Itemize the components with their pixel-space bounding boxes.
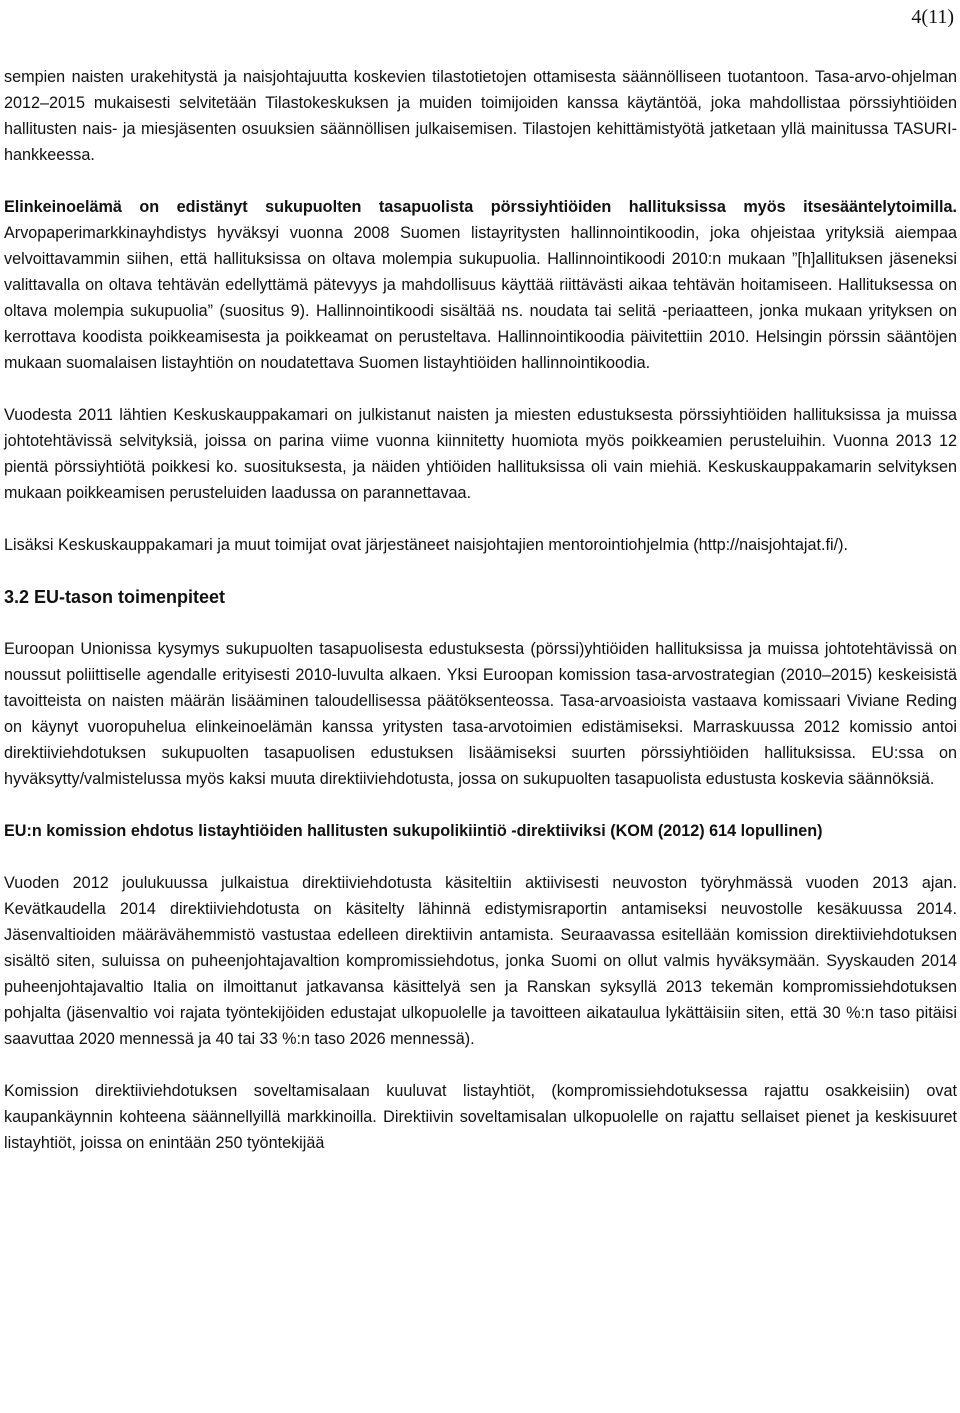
paragraph-lead-bold: Elinkeinoelämä on edistänyt sukupuolten tasapuolista pörssiyhtiöiden hallituksissa myös itsesääntelytoimilla. bbox=[4, 198, 957, 216]
paragraph-directive-scope: Komission direktiiviehdotuksen soveltamisalaan kuuluvat listayhtiöt, (kompromissiehdotuksessa rajattu osakkeisiin) ovat kaupankäynnin kohteena säännellyillä markkinoilla. Direktiivin soveltamisalan ulkopuolelle on rajattu sellaiset pienet ja keskisuuret listayhtiöt, joissa on enintään 250 työntekijää bbox=[4, 1082, 957, 1152]
paragraph-mentoring: Lisäksi Keskuskauppakamari ja muut toimijat ovat järjestäneet naisjohtajien mentorointiohjelmia (http://naisjohtajat.fi/). bbox=[4, 536, 848, 554]
paragraph-self-regulation bbox=[4, 194, 957, 376]
paragraph-directive-progress: Vuoden 2012 joulukuussa julkaistua direktiiviehdotusta käsiteltiin aktiivisesti neuvoston työryhmässä vuoden 2013 ajan. Kevätkaudella 2014 direktiiviehdotusta on käsitelty lähinnä edistymisraportin antamiseksi neuvostolle kesäkuussa 2014. Jäsenvaltioiden määrävähemmistö vastustaa edelleen direktiivin antamista. Seuraavassa esitellään komission direktiiviehdotuksen sisältö siten, suluissa on puheenjohtajavaltion kompromissiehdotus, jonka Suomi on ollut valmis hyväksymään. Syyskauden 2014 puheenjohtajavaltio Italia on ilmoittanut jatkavansa käsittelyä sen ja Ranskan syksyllä 2013 tekemän kompromissiehdotuksen pohjalta (jäsenvaltio voi rajata työntekijöiden edustajat ulkopuolelle ja tavoitteen aikataulua lykättäisiin siten, että 30 %:n taso pitäisi saavuttaa 2020 mennessä ja 40 tai 33 %:n taso 2026 mennessä). bbox=[4, 874, 957, 1048]
section-heading: 3.2 EU-tason toimenpiteet bbox=[4, 587, 226, 607]
document-body bbox=[4, 64, 957, 1182]
paragraph-chamber-of-commerce: Vuodesta 2011 lähtien Keskuskauppakamari on julkistanut naisten ja miesten edustuksesta pörssiyhtiöiden hallituksissa ja muissa johtotehtävissä selvityksiä, joissa on parina viime vuonna kiinnitetty huomiota myös poikkeamien perusteluihin. Vuonna 2013 12 pientä pörssiyhtiötä poikkesi ko. suosituksesta, ja näiden yhtiöiden hallituksissa oli vain miehiä. Keskuskauppakamarin selvityksen mukaan poikkeamisen perusteluiden laadussa on parannettavaa. bbox=[4, 406, 957, 502]
page-number: 4(11) bbox=[911, 6, 954, 28]
paragraph-body: Arvopaperimarkkinayhdistys hyväksyi vuonna 2008 Suomen listayritysten hallinnointikoodin, joka ohjeistaa yrityksiä aiempaa velvoittavammin siihen, että hallituksissa on oltava molempia sukupuolia. Hallinnointikoodi 2010:n mukaan ”[h]allituksen jäseneksi valittavalla on oltava tehtävän edellyttämä pätevyys ja mahdollisuus käyttää riittävästi aikaa tehtävän hoitamiseen. Hallituksessa on oltava molempia sukupuolia” (suositus 9). Hallinnointikoodi sisältää ns. noudata tai selitä -periaatteen, jonka mukaan yrityksen on kerrottava koodista poikkeamisesta ja poikkeamat on perusteltava. Hallinnointikoodia päivitettiin 2010. Helsingin pörssin sääntöjen mukaan suomalaisen listayhtiön on noudatettava Suomen listayhtiöiden hallinnointikoodia. bbox=[4, 224, 957, 372]
subheading-directive: EU:n komission ehdotus listayhtiöiden hallitusten sukupolikiintiö -direktiiviksi (KOM (2012) 614 lopullinen) bbox=[4, 822, 823, 840]
paragraph-eu-agenda: Euroopan Unionissa kysymys sukupuolten tasapuolisesta edustuksesta (pörssi)yhtiöiden hallituksissa ja muissa johtotehtävissä on noussut poliittiselle agendalle erityisesti 2010-luvulta alkaen. Yksi Euroopan komission tasa-arvostrategian (2010–2015) keskeisistä tavoitteista on naisten määrän lisääminen taloudellisessa päätöksenteossa. Tasa-arvoasioista vastaava komissaari Viviane Reding on käynyt vuoropuhelua elinkeinoelämän kanssa yritysten tasa-arvotoimien edistämiseksi. Marraskuussa 2012 komissio antoi direktiiviehdotuksen sukupuolten tasapuolisen edustuksen lisäämiseksi suurten pörssiyhtiöiden hallituksissa. EU:ssa on hyväksytty/valmistelussa myös kaksi muuta direktiiviehdotusta, jossa on sukupuolten tasapuolista edustusta koskevia säännöksiä. bbox=[4, 640, 957, 788]
paragraph-statistics: sempien naisten urakehitystä ja naisjohtajuutta koskevien tilastotietojen ottamisesta säännölliseen tuotantoon. Tasa-arvo-ohjelman 2012–2015 mukaisesti selvitetään Tilastokeskuksen ja muiden toimijoiden kanssa käytäntöä, joka mahdollistaa pörssiyhtiöiden hallitusten nais- ja miesjäsenten osuuksien säännöllisen julkaisemisen. Tilastojen kehittämistyötä jatketaan yllä mainitussa TASURI-hankkeessa. bbox=[4, 68, 957, 164]
